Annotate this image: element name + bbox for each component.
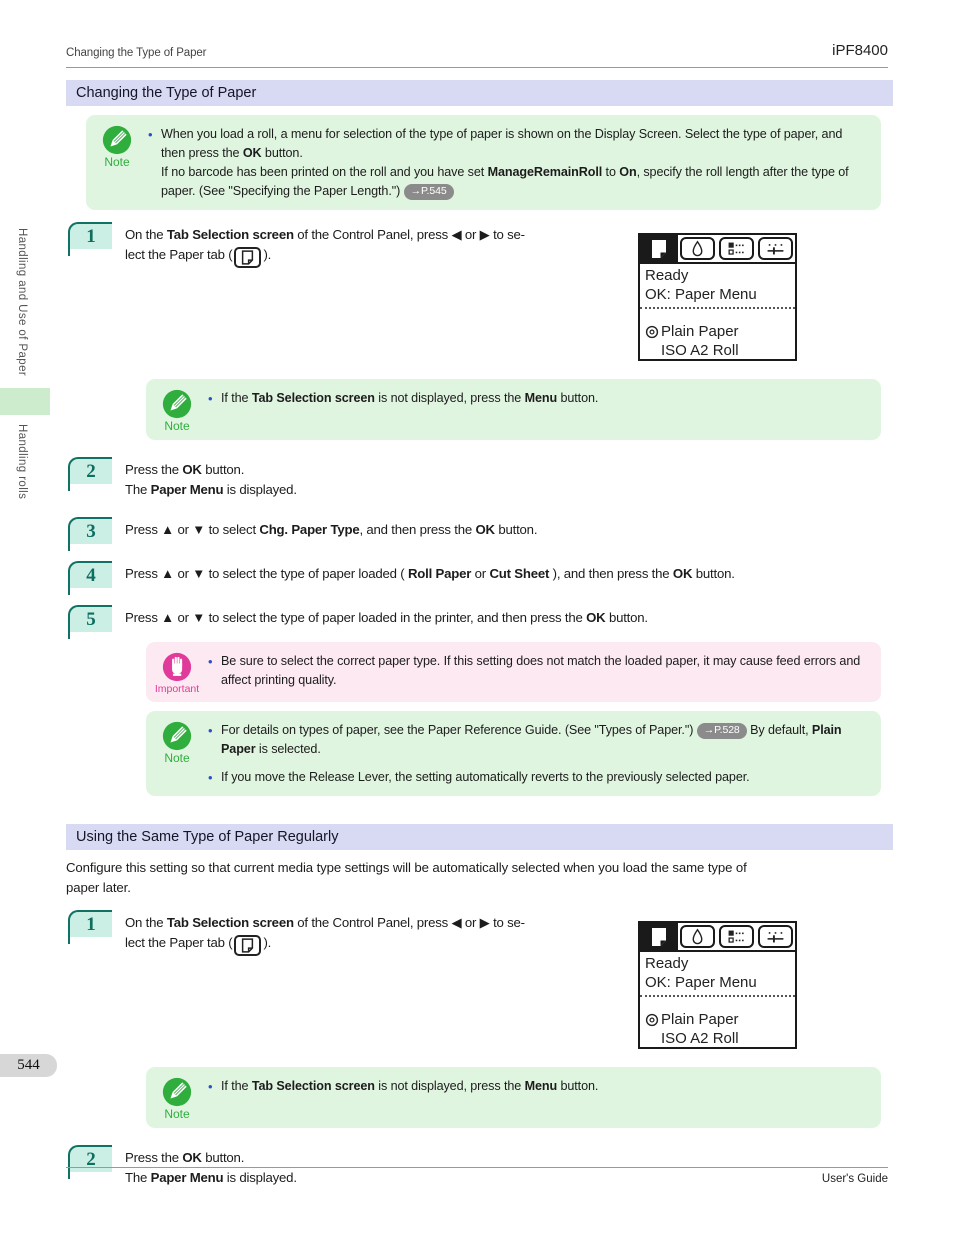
important-label: Important bbox=[154, 683, 200, 695]
lcd-status-line1: Ready bbox=[645, 267, 689, 284]
sidebar-chapter-label: Handling and Use of Paper bbox=[16, 228, 28, 377]
bullet-icon: • bbox=[208, 770, 213, 785]
step-row bbox=[68, 517, 954, 544]
page-header bbox=[66, 42, 888, 68]
note-text: For details on types of paper, see the Paper Reference Guide. (See "Types of Paper.") →P.528 By default, Plain Paper is selected. bbox=[221, 723, 842, 756]
note-text: If the Tab Selection screen is not displayed, press the Menu button. bbox=[221, 1079, 599, 1093]
note-pencil-icon bbox=[102, 125, 132, 155]
lcd-divider bbox=[640, 995, 795, 997]
section-intro-paragraph: Configure this setting so that current media type settings will be automatically selected when you load the same type of paper later. bbox=[66, 860, 747, 895]
note-item bbox=[208, 1077, 867, 1096]
paper-tab-icon bbox=[234, 935, 261, 956]
note-pencil-icon bbox=[162, 1077, 192, 1107]
display-screen bbox=[638, 233, 797, 361]
section-title-same-type: Using the Same Type of Paper Regularly bbox=[66, 824, 893, 850]
note-text: If the Tab Selection screen is not displayed, press the Menu button. bbox=[221, 391, 599, 405]
step-number: 4 bbox=[68, 561, 112, 588]
note-box bbox=[146, 379, 881, 440]
ink-tab-icon bbox=[680, 925, 715, 948]
note-text: If you move the Release Lever, the setting automatically reverts to the previously selected paper. bbox=[221, 770, 750, 784]
display-body bbox=[640, 952, 795, 1048]
step-text: On the Tab Selection screen of the Control Panel, press ◀ or ▶ to se- lect the Paper tab ( ). bbox=[125, 910, 525, 1054]
paper-tab-icon bbox=[640, 923, 678, 950]
page-link[interactable]: →P.528 bbox=[697, 723, 747, 739]
important-hand-icon bbox=[162, 652, 192, 682]
step-number: 2 bbox=[68, 457, 112, 484]
bullet-icon: • bbox=[208, 723, 213, 738]
lcd-media-size: ISO A2 Roll bbox=[661, 342, 739, 359]
step-number: 1 bbox=[68, 910, 112, 937]
tab-selection-bar bbox=[640, 923, 795, 952]
note-item bbox=[148, 125, 867, 201]
lcd-status-line1: Ready bbox=[645, 955, 689, 972]
bullet-icon: • bbox=[208, 391, 213, 406]
note-box bbox=[146, 1067, 881, 1128]
header-product-name: iPF8400 bbox=[832, 42, 888, 59]
paper-tab-icon bbox=[234, 247, 261, 268]
step-row bbox=[68, 910, 954, 1054]
step-row bbox=[68, 561, 954, 588]
note-label: Note bbox=[104, 155, 130, 169]
note-item bbox=[208, 389, 867, 408]
tab-selection-bar bbox=[640, 235, 795, 264]
lcd-media-name: Plain Paper bbox=[661, 1011, 739, 1028]
note-item bbox=[208, 768, 867, 787]
display-screen bbox=[638, 921, 797, 1049]
lcd-status-line2: OK: Paper Menu bbox=[645, 286, 757, 303]
paper-tab-icon bbox=[640, 235, 678, 262]
ink-tab-icon bbox=[680, 237, 715, 260]
jobs-tab-icon bbox=[719, 925, 754, 948]
step-row bbox=[68, 457, 954, 500]
jobs-tab-icon bbox=[719, 237, 754, 260]
display-body bbox=[640, 264, 795, 360]
bullet-icon: • bbox=[208, 1079, 213, 1094]
lcd-divider bbox=[640, 307, 795, 309]
step-number: 2 bbox=[68, 1145, 112, 1172]
settings-tab-icon bbox=[758, 237, 793, 260]
sidebar-section-marker bbox=[0, 388, 50, 415]
important-text: Be sure to select the correct paper type. If this setting does not match the loaded paper, it may cause feed errors and affect printing quality. bbox=[221, 654, 861, 687]
step-text: Press ▲ or ▼ to select the type of paper loaded in the printer, and then press the OK button. bbox=[125, 610, 648, 625]
footer-guide-label: User's Guide bbox=[821, 1173, 888, 1185]
note-pencil-icon bbox=[162, 389, 192, 419]
note-label: Note bbox=[164, 1107, 190, 1121]
note-box bbox=[146, 711, 881, 796]
page-footer bbox=[66, 1167, 888, 1185]
step-text: Press ▲ or ▼ to select Chg. Paper Type, and then press the OK button. bbox=[125, 522, 538, 537]
step-text: Press ▲ or ▼ to select the type of paper loaded ( Roll Paper or Cut Sheet ), and then press the OK button. bbox=[125, 566, 735, 581]
note-item bbox=[208, 721, 867, 759]
page-link[interactable]: →P.545 bbox=[404, 184, 454, 200]
step-number: 5 bbox=[68, 605, 112, 632]
step-text: Press the OK button. The Paper Menu is displayed. bbox=[125, 1150, 297, 1185]
roll-marker-icon bbox=[645, 325, 659, 339]
step-row bbox=[68, 605, 954, 632]
note-label: Note bbox=[164, 419, 190, 433]
page-number-badge: 544 bbox=[0, 1054, 57, 1077]
important-box bbox=[146, 642, 881, 702]
note-label: Note bbox=[164, 751, 190, 765]
bullet-icon: • bbox=[148, 127, 153, 142]
roll-marker-icon bbox=[645, 1013, 659, 1027]
note-text: When you load a roll, a menu for selection of the type of paper is shown on the Display Screen. Select the type of paper, and then press the OK button. If no barcode has been printed on the roll and you have set ManageRemainRoll to On, specify the roll length after the type of paper. (See "Specifying the Paper Length.") →P.545 bbox=[161, 127, 849, 198]
lcd-media-size: ISO A2 Roll bbox=[661, 1030, 739, 1047]
note-box bbox=[86, 115, 881, 210]
step-row bbox=[68, 222, 954, 366]
bullet-icon: • bbox=[208, 654, 213, 669]
step-text: Press the OK button. The Paper Menu is displayed. bbox=[125, 462, 297, 497]
section-title-changing: Changing the Type of Paper bbox=[66, 80, 893, 106]
step-text: On the Tab Selection screen of the Control Panel, press ◀ or ▶ to se- lect the Paper tab ( ). bbox=[125, 222, 525, 366]
sidebar-subsection-label: Handling rolls bbox=[16, 424, 28, 500]
important-item bbox=[208, 652, 867, 690]
header-breadcrumb: Changing the Type of Paper bbox=[66, 47, 207, 59]
step-number: 1 bbox=[68, 222, 112, 249]
step-number: 3 bbox=[68, 517, 112, 544]
lcd-media-name: Plain Paper bbox=[661, 323, 739, 340]
note-pencil-icon bbox=[162, 721, 192, 751]
lcd-status-line2: OK: Paper Menu bbox=[645, 974, 757, 991]
settings-tab-icon bbox=[758, 925, 793, 948]
